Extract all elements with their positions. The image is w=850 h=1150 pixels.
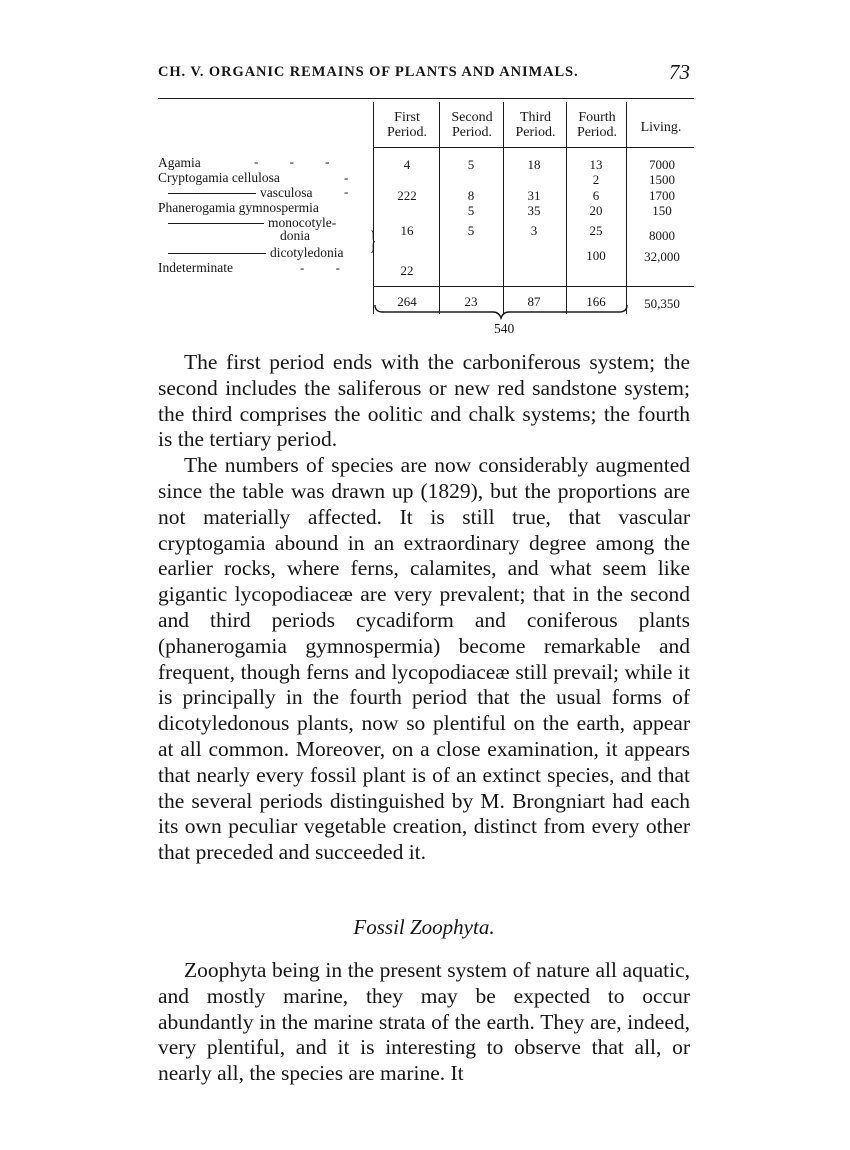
leader-dots: - - - [254, 154, 344, 169]
cell-fourth-vasculosa: 6 [592, 188, 600, 203]
cell-first-monocotyledonia: 16 [400, 223, 414, 238]
leader-dots: - [344, 184, 363, 199]
cell-fourth-agamia: 13 [589, 157, 603, 172]
cell-second-agamia: 5 [467, 157, 475, 172]
header-text: Fourth [578, 110, 616, 125]
total-third: 87 [527, 294, 541, 309]
row-label-vasculosa: vasculosa [260, 185, 313, 200]
header-third-period [505, 110, 566, 140]
paragraph: The numbers of species are now considerably augmented since the table was drawn up (1829), but the proportions are not materially affected. It is still true, that vascular cryptogamia abound in an extraordinary degree among the earlier rocks, where ferns, calamites, and what seem like gigantic lycopodiaceæ are very prevalent; that in the second and third periods cycadiform and coniferous plants (phanerogamia gymnospermia) become remarkable and frequent, though ferns and lycopodiaceæ still prevail; while it is principally in the fourth period that the usual forms of dicotyledonous plants, now so plentiful on the earth, appear at all common. Moreover, on a close examination, it appears that nearly every fossil plant is of an extinct species, and that the several periods distinguished by M. Brongniart had each its own peculiar vegetable creation, distinct from every other that preceded and succeeded it. [158, 453, 690, 865]
paragraph: Zoophyta being in the present system of nature all aquatic, and mostly marine, they may be expected to occur abundantly in the marine strata of the earth. They are, indeed, very plentiful, and it is interesting to observe that all, or nearly all, the species are marine. It [158, 958, 690, 1086]
header-bottom-rule [374, 147, 694, 148]
total-living: 50,350 [644, 296, 680, 311]
header-text: Period. [386, 125, 428, 140]
brace: } [370, 226, 377, 255]
total-bracket [373, 304, 629, 320]
page-number: 73 [669, 60, 690, 84]
cell-living-agamia: 7000 [649, 157, 675, 172]
cell-first-agamia: 4 [403, 157, 411, 172]
section-text [158, 958, 690, 1087]
row-label-phanerogamia-gymnospermia: Phanerogamia gymnospermia [158, 200, 319, 215]
column-rule [373, 102, 374, 314]
section-heading: Fossil Zoophyta. [353, 915, 495, 939]
header-fourth-period [568, 110, 626, 140]
header-second-period [441, 110, 503, 140]
cell-fourth-gymnospermia: 20 [589, 203, 603, 218]
cell-third-gymnospermia: 35 [527, 203, 541, 218]
cell-living-vasculosa: 1700 [649, 188, 675, 203]
header-text: Living. [640, 120, 682, 135]
cell-living-dicotyledonia: 32,000 [644, 249, 680, 264]
header-text: Period. [451, 125, 493, 140]
fossil-plants-table [158, 98, 694, 348]
table-top-rule [158, 98, 694, 99]
cell-living-monocotyledonia: 8000 [649, 228, 675, 243]
cell-second-gymnospermia: 5 [467, 203, 475, 218]
header-text: Period. [576, 125, 618, 140]
header-text: Third [519, 110, 552, 125]
cell-second-vasculosa: 8 [467, 188, 475, 203]
cell-living-gymnospermia: 150 [652, 203, 672, 218]
cell-fourth-dicotyledonia: 100 [586, 248, 606, 263]
leader-dots: - [344, 170, 363, 185]
running-head [158, 60, 690, 90]
total-first: 264 [397, 294, 417, 309]
header-text: Second [451, 110, 493, 125]
cell-second-monocotyledonia: 5 [467, 223, 475, 238]
cell-fourth-monocotyledonia: 25 [589, 223, 603, 238]
row-label-indeterminate: Indeterminate [158, 260, 233, 275]
row-label-monocotyledonia: monocotyle- [268, 215, 337, 230]
row-label-dicotyledonia: dicotyledonia [270, 245, 344, 260]
ditto-rule [168, 253, 266, 254]
cell-third-vasculosa: 31 [527, 188, 541, 203]
total-fourth: 166 [586, 294, 606, 309]
row-label-cryptogamia-cellulosa: Cryptogamia cellulosa [158, 170, 280, 185]
header-text: Period. [515, 125, 556, 140]
paragraph: The first period ends with the carboniferous system; the second includes the saliferous or new red sandstone system; the third comprises the oolitic and chalk systems; the fourth is the tertiary period. [158, 350, 690, 452]
cell-first-vasculosa: 222 [397, 188, 417, 203]
ditto-rule [168, 193, 256, 194]
cell-living-cellulosa: 1500 [649, 172, 675, 187]
row-label-monocotyledonia-cont: donia [280, 228, 310, 243]
header-text: First [394, 110, 420, 125]
cell-first-indeterminate: 22 [400, 263, 414, 278]
totals-top-rule [374, 286, 694, 287]
total-second: 23 [464, 294, 478, 309]
cell-fourth-cellulosa: 2 [592, 172, 600, 187]
chapter-title: CH. V. ORGANIC REMAINS OF PLANTS AND ANIMALS. [158, 64, 579, 80]
main-text [158, 350, 690, 866]
leader-dots: - - [300, 260, 354, 275]
grand-total: 540 [494, 321, 515, 336]
cell-third-agamia: 18 [527, 157, 541, 172]
cell-third-monocotyledonia: 3 [530, 223, 538, 238]
ditto-rule [168, 223, 264, 224]
row-label-agamia: Agamia [158, 155, 201, 170]
header-living [628, 120, 694, 135]
header-first-period [376, 110, 438, 140]
